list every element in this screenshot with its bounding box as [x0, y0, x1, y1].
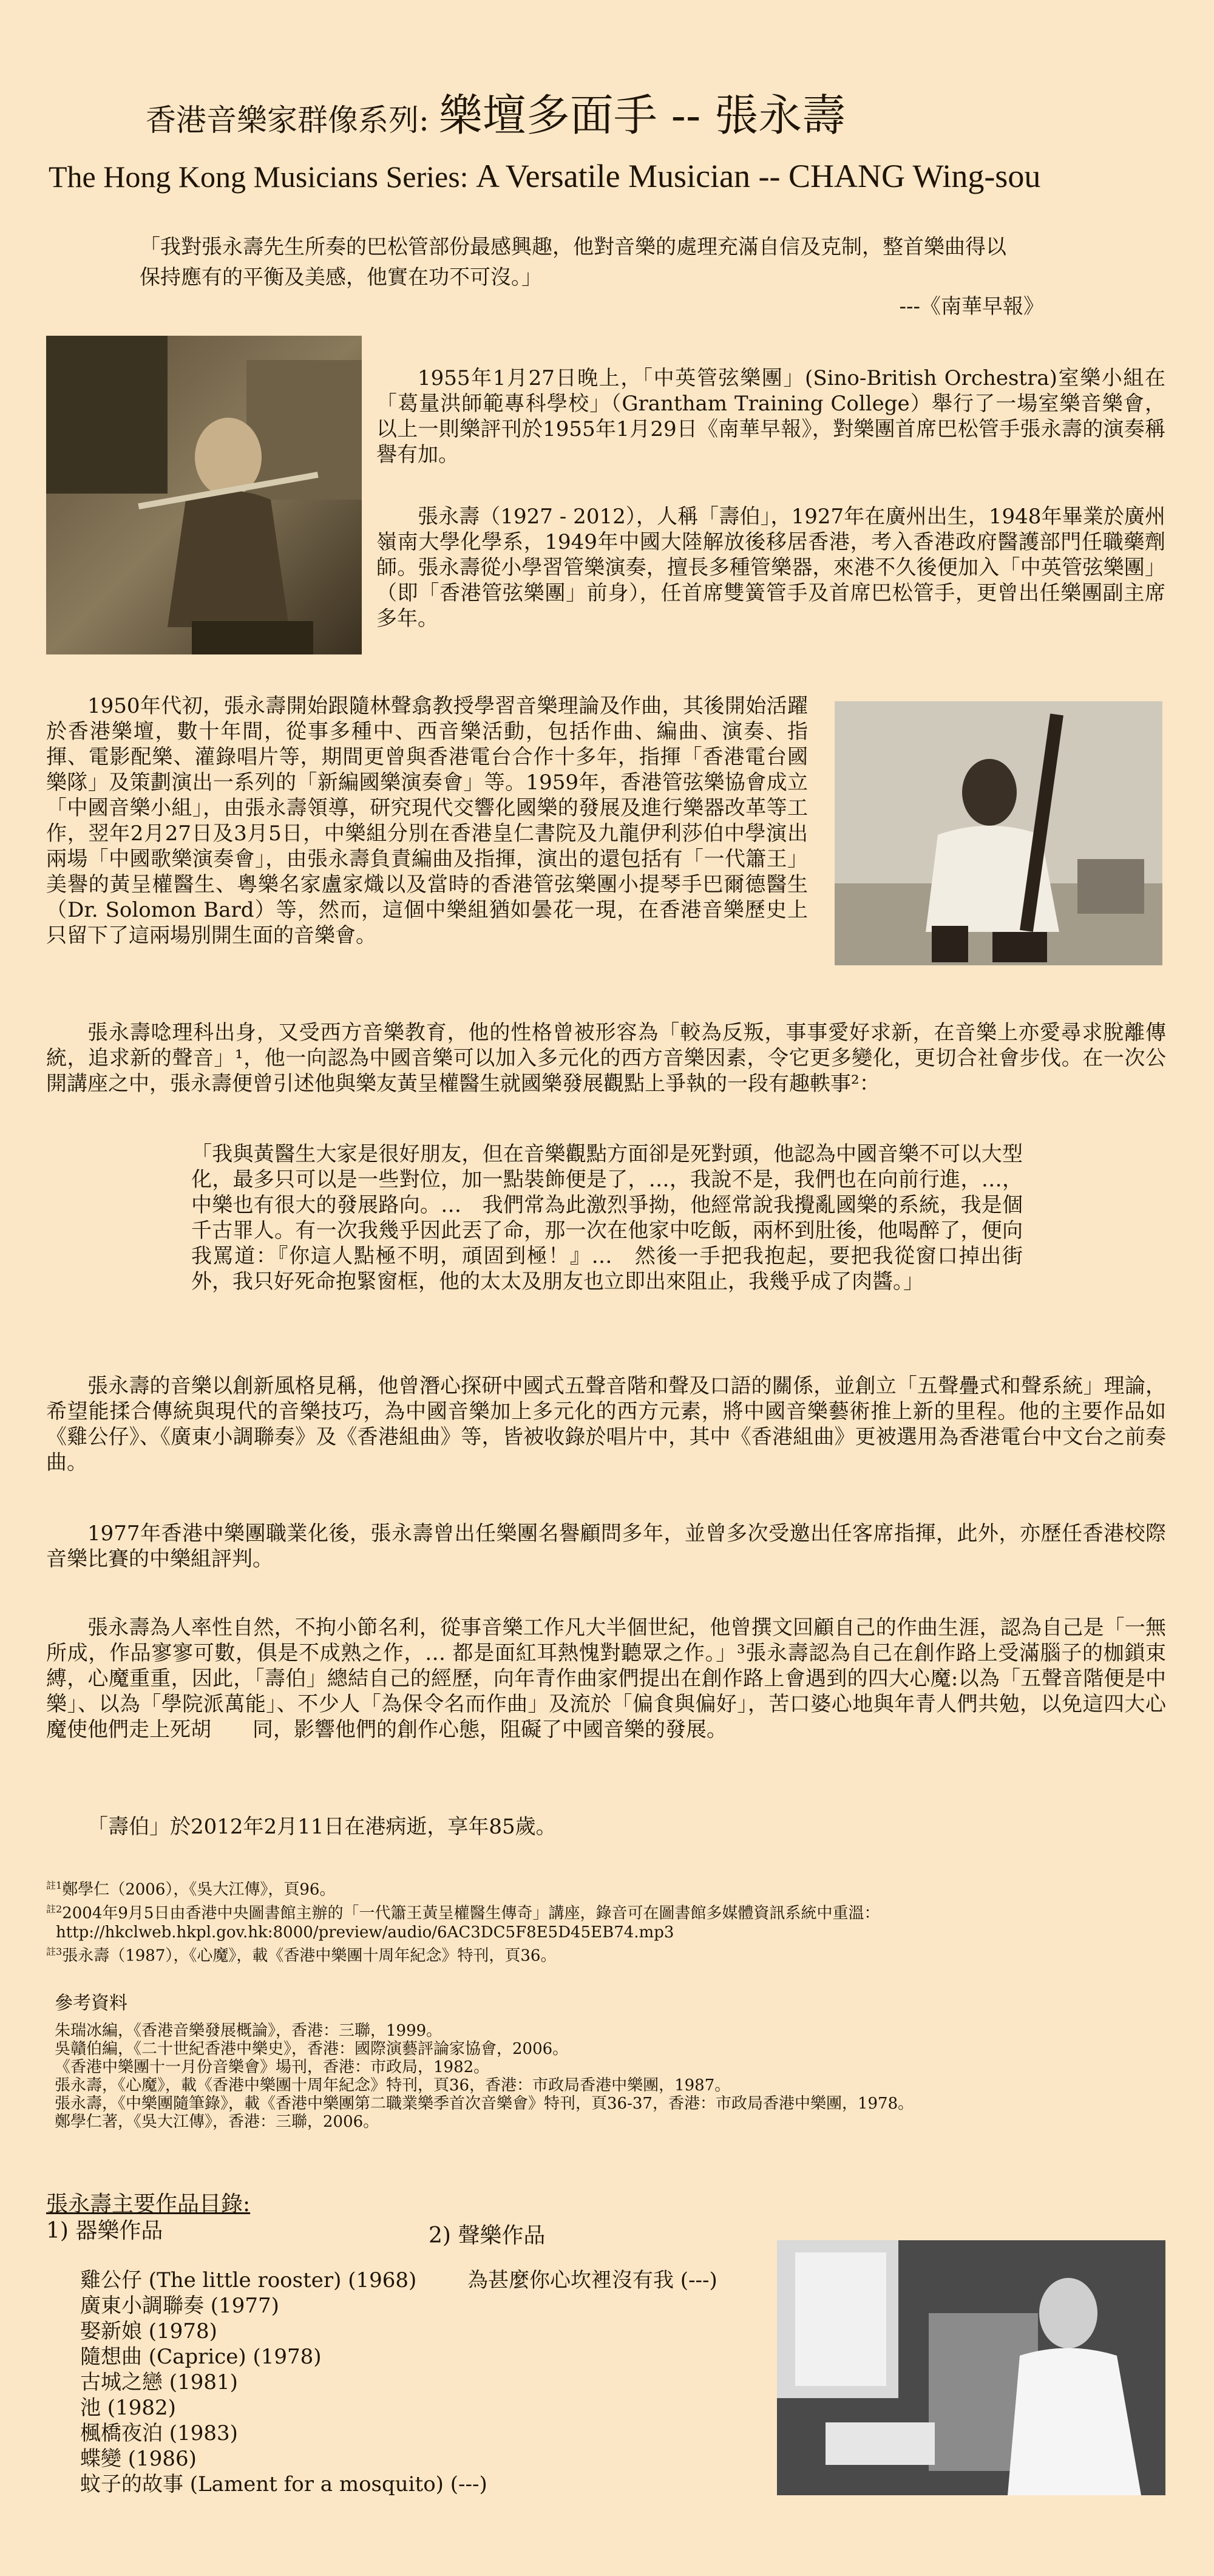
- work-item: 池 (1982): [80, 2396, 176, 2420]
- footnote-text: 張永壽（1987），《心魔》，載《香港中樂團十周年紀念》特刊，頁36。: [62, 1946, 557, 1965]
- works-heading: 張永壽主要作品目錄:: [46, 2192, 251, 2217]
- opening-quote: 「我對張永壽先生所奏的巴松管部份最感興趣，他對音樂的處理充滿自信及克制，整首樂曲得以保持應有的平衡及美感，他實在功不可沒。」: [140, 235, 1006, 290]
- instrumental-works-list: [80, 2268, 493, 2497]
- footnote-text: 2004年9月5日由香港中央圖書館主辦的「一代簫王黃呈權醫生傳奇」講座，錄音可在圖書館多媒體資訊系統中重溫：: [62, 1904, 880, 1923]
- career-paragraph: 1977年香港中樂團職業化後，張永壽曾出任樂團名譽顧問多年，並曾多次受邀出任客席指揮，此外，亦歷任香港校際音樂比賽的中樂組評判。: [46, 1521, 1166, 1571]
- work-item: 廣東小調聯奏 (1977): [80, 2294, 279, 2318]
- work-item: 楓橋夜泊 (1983): [80, 2421, 238, 2445]
- passing-paragraph: 「壽伯」於2012年2月11日在港病逝，享年85歲。: [87, 1815, 557, 1839]
- footnote: [46, 1942, 1166, 1966]
- vocal-heading: 2) 聲樂作品: [429, 2223, 546, 2248]
- reference-item: 朱瑞冰編，《香港音樂發展概論》，香港：三聯，1999。: [55, 2022, 443, 2040]
- vocal-works-list: [467, 2268, 783, 2293]
- page-title-zh: [146, 85, 1056, 151]
- footnote-url[interactable]: http://hkclweb.hkpl.gov.hk:8000/preview/audio/6AC3DC5F8E5D45EB74.mp3: [56, 1923, 674, 1942]
- reflection-paragraph: 張永壽為人率性自然，不拘小節名利，從事音樂工作凡大半個世紀，他曾撰文回顧自己的作曲生涯，認為自己是「一無所成，作品寥寥可數，俱是不成熟之作，… 都是面紅耳熱愧對聽眾之作。」³張永壽認為自己在創作路上受滿腦子的枷鎖束縛，心魔重重，因此，「壽伯」總結自己的經歷，向年青作曲家們提出在創作路上會遇到的四大心魔:以為「五聲音階便是中樂」、以為「學院派萬能」、不少人「為保令名而作曲」及流於「偏食與偏好」，苦口婆心地與年青人們共勉，以免這四大心魔使他們走上死胡 同，影響他們的創作心態，阻礙了中國音樂的發展。: [46, 1616, 1166, 1742]
- bassoon-player-photo: [835, 701, 1162, 965]
- instrumental-heading: 1) 器樂作品: [46, 2218, 163, 2243]
- footnote: [46, 1876, 1166, 1900]
- work-item: 為甚麼你心坎裡沒有我 (---): [467, 2268, 717, 2292]
- references-title: 參考資料: [55, 1993, 127, 2014]
- reference-item: 張永壽，《中樂團隨筆錄》，載《香港中樂團第二職業樂季首次音樂會》特刊，頁36-37，香港：市政局香港中樂團，1978。: [55, 2095, 914, 2113]
- reference-item: 《香港中樂團十一月份音樂會》場刊，香港：市政局，1982。: [55, 2058, 490, 2076]
- footnote-link[interactable]: [46, 1923, 1166, 1942]
- work-item: 隨想曲 (Caprice) (1978): [80, 2345, 322, 2369]
- footnote-mark: 註3: [46, 1946, 63, 1958]
- bassoon-player-photo-graphic: [835, 701, 1162, 965]
- title-en-main: A Versatile Musician -- CHANG Wing-sou: [476, 158, 1041, 194]
- work-item: 蚊子的故事 (Lament for a mosquito) (---): [80, 2472, 487, 2496]
- footnote: [46, 1900, 1166, 1923]
- history-paragraph: 1950年代初，張永壽開始跟隨林聲翕教授學習音樂理論及作曲，其後開始活躍於香港樂壇，數十年間，從事多種中、西音樂活動，包括作曲、編曲、演奏、指揮、電影配樂、灌錄唱片等，期間更曾與香港電台合作十多年，指揮「香港電台國樂隊」及策劃演出一系列的「新編國樂演奏會」等。1959年，香港管弦樂協會成立「中國音樂小組」，由張永壽領導，研究現代交響化國樂的發展及進行樂器改革等工作，翌年2月27日及3月5日，中樂組分別在香港皇仁書院及九龍伊利莎伯中學演出兩場「中國歌樂演奏會」，由張永壽負責編曲及指揮，演出的還包括有「一代簫王」美譽的黃呈權醫生、粵樂名家盧家熾以及當時的香港管弦樂團小提琴手巴爾德醫生（Dr. Solomon Bard）等，然而，這個中樂組猶如曇花一現，在香港音樂歷史上只留下了這兩場別開生面的音樂會。: [46, 694, 808, 948]
- flute-player-photo-graphic: [46, 336, 362, 654]
- flute-player-photo: [46, 336, 362, 654]
- style-paragraph: 張永壽的音樂以創新風格見稱，他曾潛心探研中國式五聲音階和聲及口語的關係，並創立「五聲疊式和聲系統」理論，希望能揉合傳統與現代的音樂技巧，為中國音樂加上多元化的西方元素，將中國音樂藝術推上新的里程。他的主要作品如《雞公仔》、《廣東小調聯奏》及《香港組曲》等，皆被收錄於唱片中，其中《香港組曲》更被選用為香港電台中文台之前奏曲。: [46, 1374, 1166, 1475]
- footnote-mark: 註1: [46, 1880, 63, 1891]
- references-list: [55, 2022, 1147, 2131]
- intro-paragraph-2: 張永壽（1927 - 2012），人稱「壽伯」，1927年在廣州出生，1948年畢業於廣州嶺南大學化學系，1949年中國大陸解放後移居香港，考入香港政府醫護部門任職藥劑師。張永壽從小學習管樂演奏，擅長多種管樂器，來港不久後便加入「中英管弦樂團」（即「香港管弦樂團」前身），任首席雙簧管手及首席巴松管手，更曾出任樂團副主席多年。: [376, 505, 1165, 631]
- work-item: 娶新娘 (1978): [80, 2319, 217, 2343]
- title-zh-main: 樂壇多面手 -- 張永壽: [438, 90, 846, 141]
- footnotes: [46, 1876, 1166, 1966]
- anecdote-quote: 「我與黃醫生大家是很好朋友，但在音樂觀點方面卻是死對頭，他認為中國音樂不可以大型化，最多只可以是一些對位，加一點裝飾便是了，…，我說不是，我們也在向前行進，…，中樂也有很大的發展路向。… 我們常為此激烈爭拗，他經常說我攪亂國樂的系統，我是個千古罪人。有一次我幾乎因此丟了命，那一次在他家中吃飯，兩杯到肚後，他喝醉了，便向我罵道：『你這人點極不明，頑固到極！』… 然後一手把我抱起，要把我從窗口掉出街外，我只好死命抱緊窗框，他的太太及朋友也立即出來阻止，我幾乎成了肉醬。」: [191, 1142, 1023, 1294]
- title-zh-lead: 香港音樂家群像系列:: [146, 103, 439, 138]
- intro-paragraph-1: 1955年1月27日晚上，「中英管弦樂團」(Sino-British Orchestra)室樂小組在「葛量洪師範專科學校」（Grantham Training College）舉行了一場室樂音樂會，以上一則樂評刊於1955年1月29日《南華早報》，對樂團首席巴松管手張永壽的演奏稱譽有加。: [376, 366, 1165, 467]
- reference-item: 吳贛伯編，《二十世紀香港中樂史》，香港：國際演藝評論家協會，2006。: [55, 2040, 569, 2058]
- title-en-lead: The Hong Kong Musicians Series:: [49, 160, 476, 194]
- opening-quote-source: ---《南華早報》: [899, 294, 1044, 319]
- desk-portrait-photo: [777, 2240, 1165, 2495]
- desk-portrait-photo-graphic: [777, 2240, 1165, 2495]
- reference-item: 鄭學仁著，《吳大江傳》，香港：三聯，2006。: [55, 2113, 379, 2131]
- work-item: 蝶變 (1986): [80, 2447, 197, 2471]
- footnote-mark: 註2: [46, 1903, 63, 1915]
- page-title-en: [49, 152, 1178, 201]
- personality-paragraph: 張永壽唸理科出身，又受西方音樂教育，他的性格曾被形容為「較為反叛，事事愛好求新，在音樂上亦愛尋求脫離傳統，追求新的聲音」¹，他一向認為中國音樂可以加入多元化的西方音樂因素，令它更多變化，更切合社會步伐。在一次公開講座之中，張永壽便曾引述他與樂友黃呈權醫生就國樂發展觀點上爭執的一段有趣軼事²：: [46, 1021, 1166, 1096]
- work-item: 古城之戀 (1981): [80, 2370, 238, 2394]
- work-item: 雞公仔 (The little rooster) (1968): [80, 2268, 417, 2292]
- footnote-text: 鄭學仁（2006），《吳大江傳》，頁96。: [62, 1880, 336, 1899]
- reference-item: 張永壽，《心魔》，載《香港中樂團十周年紀念》特刊，頁36，香港：市政局香港中樂團，1987。: [55, 2076, 731, 2095]
